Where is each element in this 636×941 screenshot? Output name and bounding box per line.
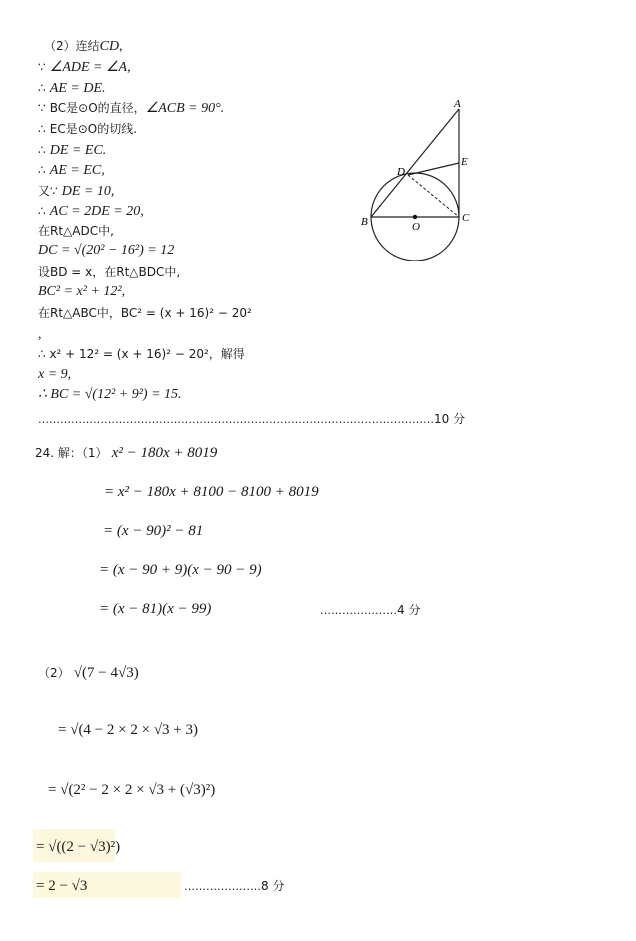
line-4: ∵ BC是⊙O的直径，∠ACB = 90°. bbox=[38, 101, 225, 116]
q24b-label: （2） bbox=[38, 666, 70, 680]
line-5: ∴ EC是⊙O的切线. bbox=[38, 122, 138, 136]
q24-row-2 bbox=[104, 483, 319, 502]
q24b-row-2 bbox=[58, 721, 198, 740]
label-d: D bbox=[397, 166, 405, 178]
q24-row-5 bbox=[99, 600, 211, 619]
q24-expr-1: x² − 180x + 8019 bbox=[111, 445, 218, 461]
line-8b-text: DE = 10, bbox=[61, 184, 115, 199]
line-17 bbox=[38, 366, 71, 384]
q24b-row-1 bbox=[38, 664, 139, 683]
line-18-text: ∴ BC = √(12² + 9²) = 15. bbox=[38, 387, 182, 402]
label-o: O bbox=[412, 221, 420, 233]
line-15-text: , bbox=[38, 327, 42, 342]
line-10 bbox=[38, 222, 114, 241]
segment-ba bbox=[371, 109, 459, 217]
q24-row-3 bbox=[103, 522, 203, 541]
label-a: A bbox=[454, 98, 461, 110]
line-2-text: ∠ADE = ∠A, bbox=[49, 60, 131, 75]
line-2: ∵ ∠ADE = ∠A, bbox=[38, 60, 131, 75]
line-13 bbox=[38, 283, 125, 301]
line-4b-text: ∠ACB = 90°. bbox=[145, 101, 225, 116]
line-16 bbox=[38, 345, 245, 364]
line-4a-text: BC是⊙O的直径， bbox=[49, 101, 146, 115]
q24b-row-3 bbox=[48, 781, 215, 800]
line-3-text: AE = DE. bbox=[49, 81, 106, 96]
line-12-text: 设BD = x，在Rt△BDC中, bbox=[38, 265, 181, 279]
line-12 bbox=[38, 263, 180, 282]
score-1: 10 分 bbox=[434, 412, 466, 426]
line-6: ∴ DE = EC. bbox=[38, 143, 107, 158]
line-16-text: ∴ x² + 12² = (x + 16)² − 20²，解得 bbox=[38, 347, 245, 361]
q24-expr-5: = (x − 81)(x − 99) bbox=[99, 601, 212, 617]
part2-label: （2） bbox=[44, 39, 76, 53]
line-15 bbox=[38, 326, 42, 344]
q24-label: 24. 解：（1） bbox=[35, 446, 108, 460]
line-7: ∴ AE = EC, bbox=[38, 163, 105, 178]
segment-de bbox=[408, 163, 459, 175]
line-13-text: BC² = x² + 12², bbox=[38, 284, 126, 299]
q24b-expr-2: = √(4 − 2 × 2 × √3 + 3) bbox=[58, 722, 199, 738]
q24b-expr-1: √(7 − 4√3) bbox=[73, 665, 139, 681]
q24b-expr-5: = 2 − √3 bbox=[36, 878, 88, 894]
score-line-1: ………………………………………………………………………………………………10 分 bbox=[38, 412, 466, 426]
line-3: ∴ AE = DE. bbox=[38, 81, 106, 96]
line-17-text: x = 9, bbox=[38, 367, 72, 382]
line-8a-text: 又 bbox=[38, 184, 51, 198]
line-5-text: EC是⊙O的切线. bbox=[49, 122, 138, 136]
line-7-text: AE = EC, bbox=[49, 163, 105, 178]
line-6-text: DE = EC. bbox=[49, 143, 107, 158]
line-14-text: 在Rt△ABC中，BC² = (x + 16)² − 20² bbox=[38, 306, 252, 320]
q24-row-4 bbox=[99, 561, 262, 580]
q24-expr-2: = x² − 180x + 8100 − 8100 + 8019 bbox=[104, 484, 319, 500]
connect-word: 连结 bbox=[75, 39, 100, 53]
part2-intro: （2）连结CD, bbox=[44, 39, 123, 54]
geometry-figure bbox=[355, 96, 485, 261]
line-9-text: AC = 2DE = 20, bbox=[49, 204, 144, 219]
label-c: C bbox=[462, 212, 470, 224]
q24b-row-4 bbox=[36, 838, 120, 857]
score-3: 8 分 bbox=[261, 879, 285, 893]
q24-expr-4: = (x − 90 + 9)(x − 90 − 9) bbox=[99, 562, 262, 578]
center-point bbox=[413, 215, 417, 219]
q24-expr-3: = (x − 90)² − 81 bbox=[103, 523, 204, 539]
line-18 bbox=[38, 386, 182, 404]
line-14 bbox=[38, 304, 252, 323]
q24b-expr-3: = √(2² − 2 × 2 × √3 + (√3)²) bbox=[48, 782, 216, 798]
score-line-2: …………………4 分 bbox=[320, 603, 421, 617]
q24b-row-5 bbox=[36, 877, 87, 896]
segment-dc bbox=[408, 175, 459, 217]
line-10-text: 在Rt△ADC中, bbox=[38, 224, 114, 238]
q24b-expr-4: = √((2 − √3)²) bbox=[36, 839, 121, 855]
line-11 bbox=[38, 242, 174, 260]
score-2: 4 分 bbox=[397, 603, 421, 617]
score-line-3: …………………8 分 bbox=[184, 879, 285, 893]
line-9: ∴ AC = 2DE = 20, bbox=[38, 204, 144, 219]
label-e: E bbox=[461, 156, 468, 168]
line-8: 又∵ DE = 10, bbox=[38, 184, 115, 199]
line-11-text: DC = √(20² − 16²) = 12 bbox=[38, 243, 175, 258]
label-b: B bbox=[361, 216, 368, 228]
q24-row-1 bbox=[35, 444, 217, 463]
